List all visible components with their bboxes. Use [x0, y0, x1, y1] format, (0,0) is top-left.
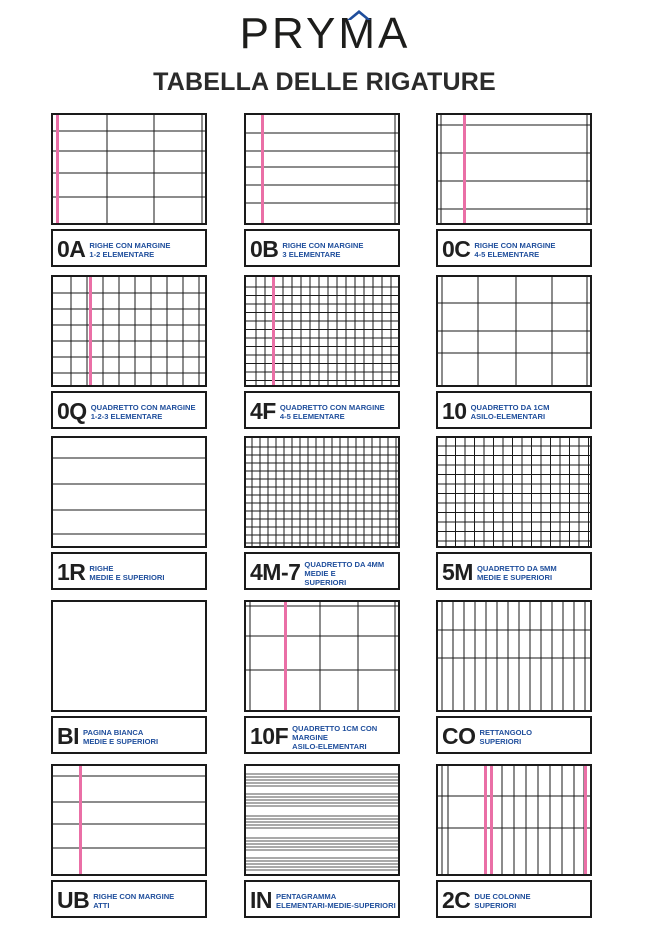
page-title: TABELLA DELLE RIGATURE — [153, 68, 496, 96]
ruling-desc — [304, 560, 395, 586]
ruling-drawing — [53, 438, 205, 546]
ruling-desc — [477, 560, 587, 586]
ruling-code: 0Q — [57, 398, 87, 424]
ruling-code: 10F — [250, 723, 289, 749]
ruling-code: UB — [57, 887, 90, 913]
ruling-label-BI — [51, 716, 207, 754]
ruling-code: 5M — [442, 559, 473, 585]
ruling-label-0Q — [51, 391, 207, 429]
ruling-pattern-10F — [244, 600, 400, 712]
ruling-label-1R — [51, 552, 207, 590]
ruling-desc-line: SUPERIORI — [304, 577, 347, 587]
ruling-desc-line: ASILO-ELEMENTARI — [292, 741, 367, 751]
ruling-desc-line: QUADRETTO DA 5MM — [476, 564, 557, 573]
margin-line — [284, 602, 287, 710]
ruling-drawing — [438, 602, 590, 710]
ruling-label-10 — [436, 391, 592, 429]
ruling-pattern-IN — [244, 764, 400, 876]
ruling-desc-line: QUADRETTO CON MARGINE — [279, 403, 385, 412]
ruling-desc-line: PENTAGRAMMA — [276, 892, 337, 901]
ruling-drawing — [438, 277, 590, 385]
ruling-pattern-CO — [436, 600, 592, 712]
ruling-pattern-0Q — [51, 275, 207, 387]
ruling-desc-line: QUADRETTO DA 4MM — [304, 559, 385, 569]
ruling-label-CO — [436, 716, 592, 754]
ruling-label-0A — [51, 229, 207, 267]
margin-line — [584, 766, 587, 874]
ruling-code: 2C — [442, 887, 471, 913]
ruling-pattern-1R — [51, 436, 207, 548]
ruling-code: BI — [57, 723, 79, 749]
ruling-drawing — [53, 277, 205, 385]
ruling-desc — [474, 888, 587, 914]
ruling-desc — [276, 888, 395, 914]
ruling-label-2C — [436, 880, 592, 918]
margin-line — [261, 115, 264, 223]
ruling-desc-line: 3 ELEMENTARE — [282, 250, 341, 259]
ruling-pattern-0A — [51, 113, 207, 225]
ruling-desc-line: RIGHE CON MARGINE — [89, 241, 171, 250]
ruling-pattern-2C — [436, 764, 592, 876]
ruling-desc-line: MEDIE E SUPERIORI — [89, 573, 165, 582]
ruling-label-IN — [244, 880, 400, 918]
ruling-desc — [89, 237, 202, 263]
ruling-desc — [471, 399, 587, 425]
ruling-desc — [480, 724, 588, 750]
ruling-desc-line: PAGINA BIANCA — [83, 728, 144, 737]
ruling-desc — [280, 399, 395, 425]
margin-line — [79, 766, 82, 874]
margin-line — [490, 766, 493, 874]
ruling-desc-line: QUADRETTO DA 1CM — [470, 403, 550, 412]
ruling-pattern-4M-7 — [244, 436, 400, 548]
ruling-desc-line: RIGHE — [89, 564, 114, 573]
ruling-code: 4F — [250, 398, 276, 424]
ruling-desc — [282, 237, 395, 263]
margin-line — [463, 115, 466, 223]
ruling-label-5M — [436, 552, 592, 590]
ruling-desc-line: SUPERIORI — [474, 901, 517, 910]
ruling-drawing — [53, 602, 205, 710]
ruling-code: 4M-7 — [250, 559, 301, 585]
ruling-drawing — [246, 438, 398, 546]
ruling-drawing — [438, 115, 590, 223]
ruling-desc — [93, 888, 202, 914]
ruling-desc-line: RIGHE CON MARGINE — [474, 241, 556, 250]
ruling-code: 1R — [57, 559, 86, 585]
ruling-drawing — [246, 277, 398, 385]
ruling-desc-line: MEDIE E — [304, 568, 336, 578]
ruling-code: 0B — [250, 236, 279, 262]
ruling-desc-line: 1-2 ELEMENTARE — [89, 250, 155, 259]
ruling-pattern-4F — [244, 275, 400, 387]
ruling-desc-line: RIGHE CON MARGINE — [93, 892, 175, 901]
ruling-pattern-0C — [436, 113, 592, 225]
ruling-drawing — [246, 766, 398, 874]
ruling-desc-line: MEDIE E SUPERIORI — [476, 573, 553, 582]
ruling-drawing — [53, 115, 205, 223]
ruling-pattern-UB — [51, 764, 207, 876]
ruling-code: 10 — [442, 398, 467, 424]
ruling-drawing — [53, 766, 205, 874]
ruling-pattern-5M — [436, 436, 592, 548]
ruling-desc — [83, 724, 202, 750]
ruling-desc — [91, 399, 202, 425]
pryma-logo — [209, 8, 441, 56]
ruling-desc-line: 1-2-3 ELEMENTARE — [90, 412, 163, 421]
ruling-label-0C — [436, 229, 592, 267]
ruling-label-4F — [244, 391, 400, 429]
ruling-desc-line: RIGHE CON MARGINE — [282, 241, 364, 250]
ruling-desc-line: ELEMENTARI-MEDIE-SUPERIORI — [276, 901, 396, 910]
ruling-drawing — [246, 602, 398, 710]
ruling-code: CO — [442, 723, 476, 749]
ruling-desc-line: QUADRETTO 1CM CON — [292, 723, 378, 733]
ruling-desc-line: RETTANGOLO — [479, 728, 533, 737]
margin-line — [56, 115, 59, 223]
ruling-desc-line: 4-5 ELEMENTARE — [474, 250, 540, 259]
ruling-desc-line: ASILO-ELEMENTARI — [470, 412, 546, 421]
ruling-pattern-10 — [436, 275, 592, 387]
svg-text:PRYMA: PRYMA — [239, 9, 411, 56]
ruling-code: IN — [250, 887, 272, 913]
ruling-code: 0C — [442, 236, 471, 262]
ruling-label-0B — [244, 229, 400, 267]
ruling-desc-line: SUPERIORI — [479, 737, 522, 746]
ruling-desc-line: 4-5 ELEMENTARE — [279, 412, 345, 421]
ruling-label-10F — [244, 716, 400, 754]
ruling-desc-line: MEDIE E SUPERIORI — [83, 737, 159, 746]
margin-line — [272, 277, 275, 385]
ruling-desc-line: DUE COLONNE — [474, 892, 531, 901]
ruling-pattern-BI — [51, 600, 207, 712]
ruling-desc-line: ATTI — [93, 901, 110, 910]
ruling-label-4M-7 — [244, 552, 400, 590]
ruling-code: 0A — [57, 236, 86, 262]
ruling-desc-line: MARGINE — [292, 732, 328, 742]
ruling-drawing — [438, 766, 590, 874]
margin-line — [89, 277, 92, 385]
ruling-desc — [292, 724, 395, 750]
ruling-label-UB — [51, 880, 207, 918]
ruling-pattern-0B — [244, 113, 400, 225]
ruling-desc — [474, 237, 587, 263]
margin-line — [484, 766, 487, 874]
ruling-desc — [89, 560, 202, 586]
ruling-drawing — [246, 115, 398, 223]
ruling-desc-line: QUADRETTO CON MARGINE — [90, 403, 196, 412]
ruling-drawing — [438, 438, 590, 546]
